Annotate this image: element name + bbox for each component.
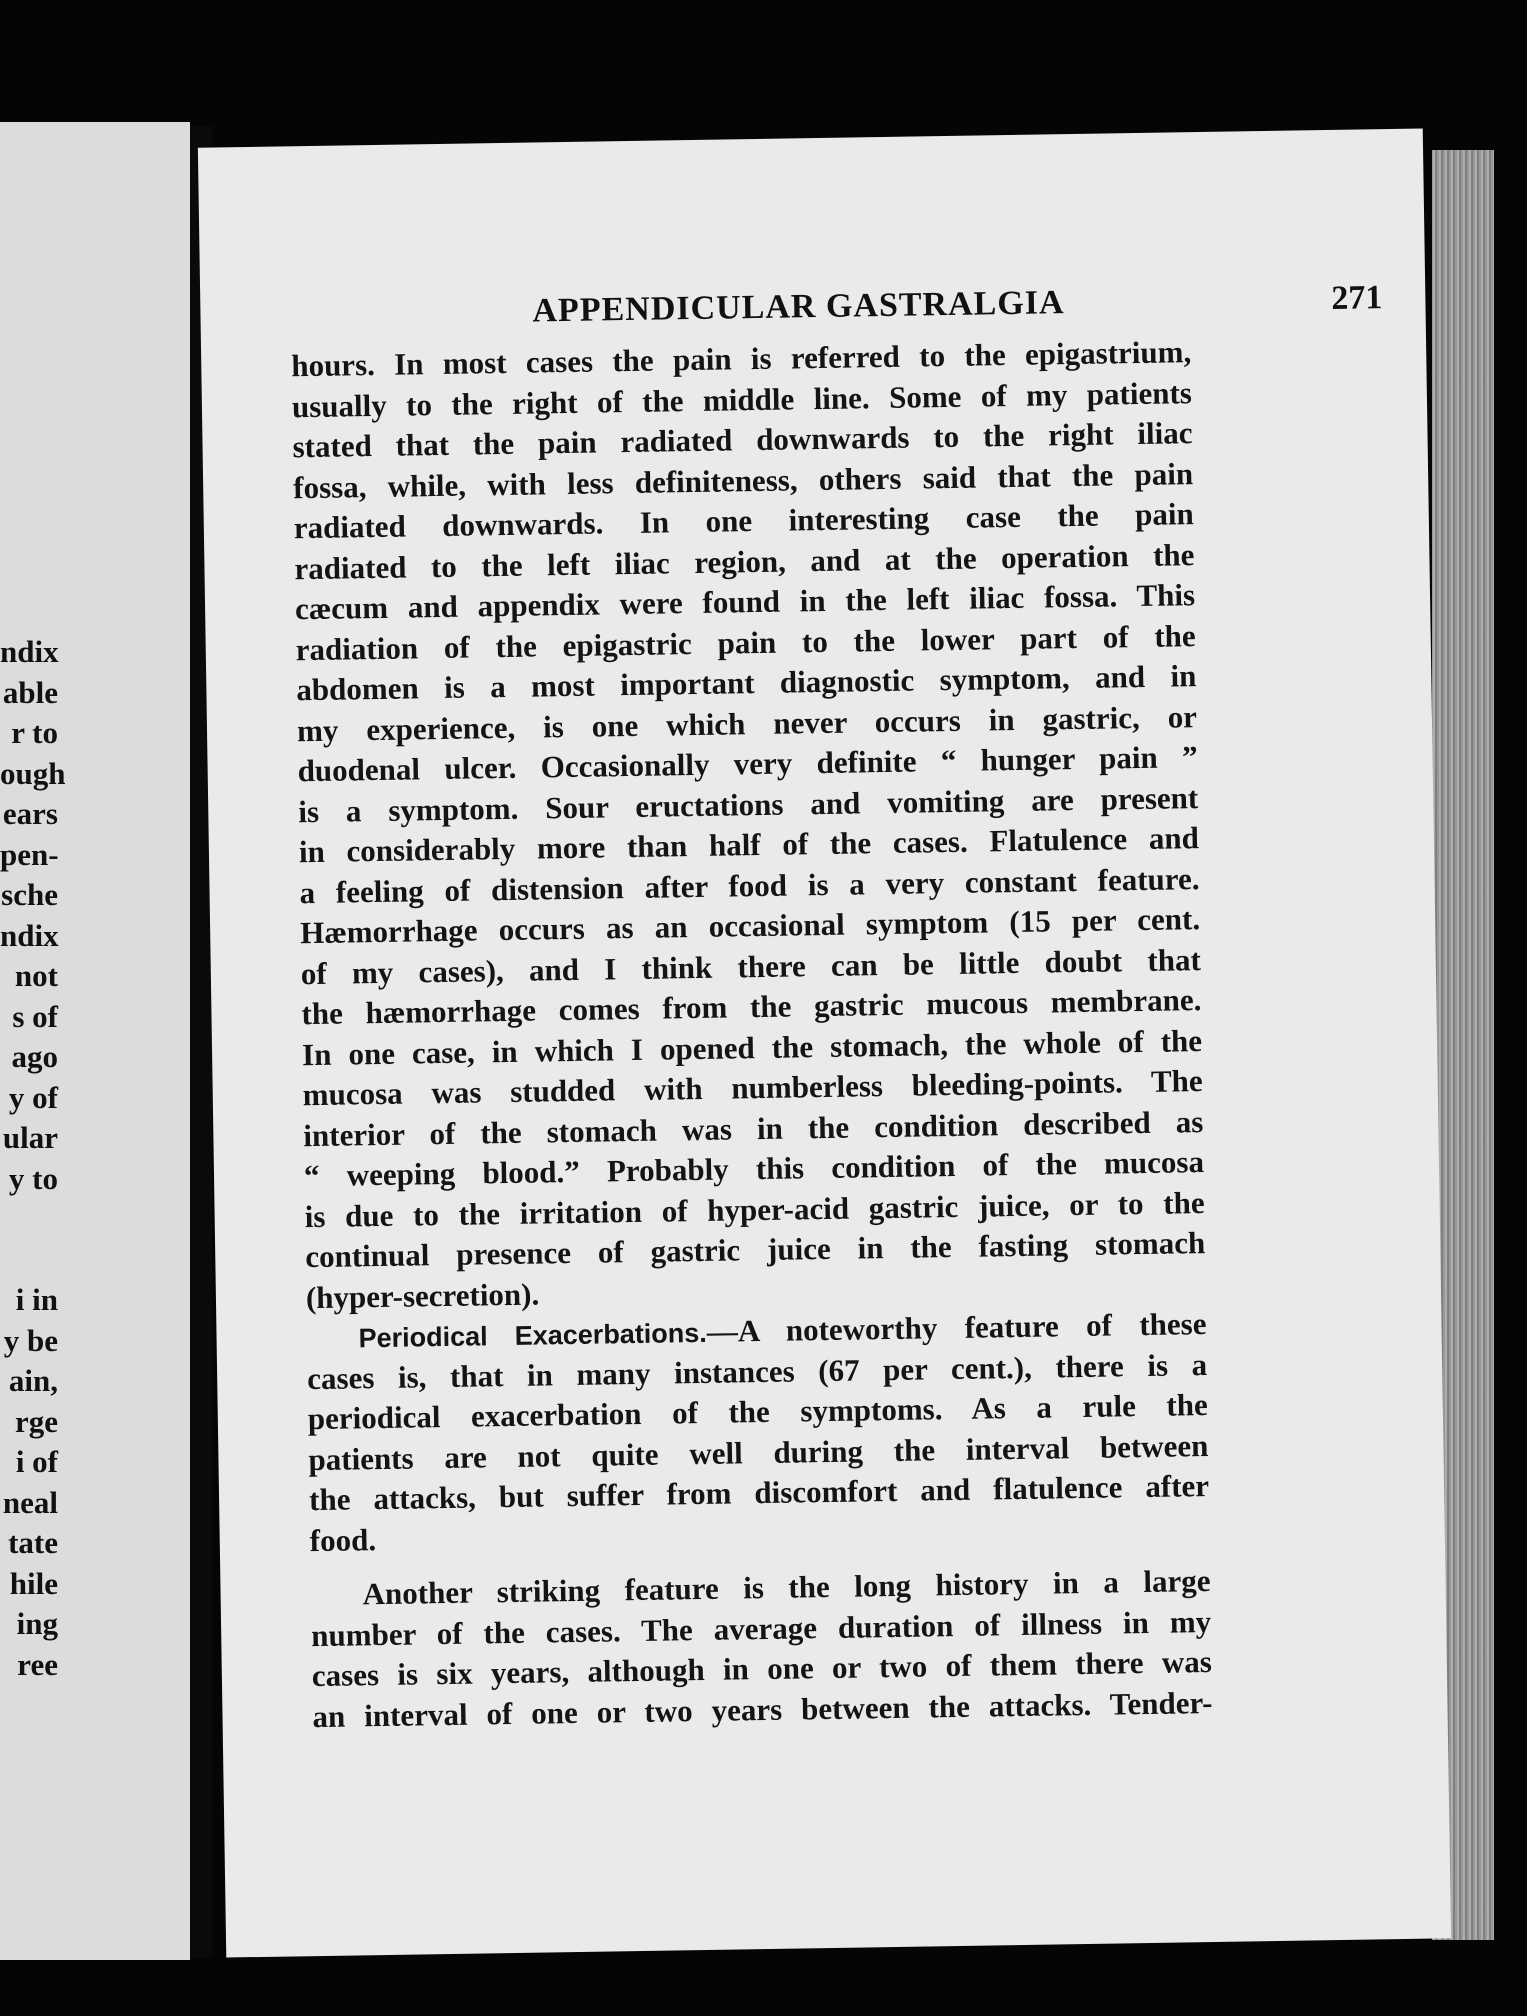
text-line: an interval of one or two years between the attacks. Tender- xyxy=(312,1684,1213,1734)
text-line: fossa, while, with less definiteness, others said that the pain xyxy=(292,455,1194,505)
text-line: continual presence of gastric juice in the fasting stomach xyxy=(305,1225,1206,1275)
paragraph-3 xyxy=(310,1561,1212,1737)
text-line: hours. In most cases the pain is referred to the epigastrium, xyxy=(291,334,1192,384)
body-text xyxy=(291,332,1213,1737)
text-line: usually to the right of the middle line. Some of my patients xyxy=(291,374,1193,424)
running-title: APPENDICULAR GASTRALGIA xyxy=(532,284,1065,330)
left-fragment: tate xyxy=(8,1525,58,1560)
left-fragment: ing xyxy=(16,1606,58,1641)
left-fragment: y of xyxy=(8,1079,58,1115)
text-line: interior of the stomach was in the condition described as xyxy=(303,1103,1204,1153)
left-fragment xyxy=(0,1199,58,1240)
page-number: 271 xyxy=(1331,279,1383,317)
text-line: stated that the pain radiated downwards to the right iliac xyxy=(292,415,1193,465)
text-line: cases is, that in many instances (67 per cent.), there is a xyxy=(306,1346,1208,1396)
heading-line-rest: —A noteworthy feature of these xyxy=(706,1306,1207,1349)
left-fragment: s of xyxy=(12,998,58,1034)
text-line: in considerably more than half of the cases. Flatulence and xyxy=(298,820,1200,870)
left-fragment xyxy=(0,1240,58,1281)
right-page xyxy=(198,128,1451,1957)
left-fragment: ndix xyxy=(0,634,59,669)
text-line: the hæmorrhage comes from the gastric mucous membrane. xyxy=(301,982,1202,1032)
page-header xyxy=(292,279,1383,346)
text-line: the attacks, but suffer from discomfort and flatulence after xyxy=(308,1468,1210,1518)
left-fragment: ree xyxy=(17,1646,58,1682)
text-line: In one case, in which I opened the stomach, the whole of the xyxy=(301,1022,1203,1072)
text-line: patients are not quite well during the interval between xyxy=(308,1427,1209,1477)
text-line: mucosa was studded with numberless bleeding-points. The xyxy=(302,1063,1203,1113)
left-fragment: r to xyxy=(11,715,58,750)
left-fragment: hile xyxy=(9,1565,58,1601)
text-line: Hæmorrhage occurs as an occasional symptom (15 per cent. xyxy=(299,901,1201,951)
text-line: my experience, is one which never occurs in gastric, or xyxy=(296,698,1198,748)
left-fragment: sche xyxy=(1,877,58,912)
text-line: cæcum and appendix were found in the left iliac fossa. This xyxy=(294,577,1196,627)
left-fragment: neal xyxy=(2,1484,58,1520)
text-line: radiation of the epigastric pain to the lower part of the xyxy=(295,617,1196,667)
text-line: periodical exacerbation of the symptoms. As a rule the xyxy=(307,1387,1209,1437)
text-line: Another striking feature is the long history in a large xyxy=(362,1563,1211,1612)
left-fragment: y to xyxy=(8,1160,58,1196)
left-fragment: i in xyxy=(15,1282,58,1317)
text-line: food. xyxy=(309,1521,377,1558)
text-line: of my cases), and I think there can be little doubt that xyxy=(300,941,1202,991)
text-line: radiated downwards. In one interesting case the pain xyxy=(293,496,1195,546)
left-fragment: ough xyxy=(0,755,66,791)
left-fragment: i of xyxy=(15,1444,58,1479)
left-page xyxy=(0,122,190,1960)
text-line: abdomen is a most important diagnostic symptom, and in xyxy=(296,658,1197,708)
left-fragment: y be xyxy=(3,1322,58,1358)
text-line: radiated to the left iliac region, and at the operation the xyxy=(294,536,1195,586)
text-line: is a symptom. Sour eructations and vomiting are present xyxy=(298,779,1199,829)
left-fragment: rge xyxy=(14,1403,58,1439)
text-line: (hyper-secretion). xyxy=(305,1276,540,1315)
text-line: “ weeping blood.” Probably this condition of the mucosa xyxy=(303,1144,1205,1194)
paragraph-1 xyxy=(291,332,1206,1318)
section-heading: Periodical Exacerbations. xyxy=(358,1317,708,1354)
text-line: a feeling of distension after food is a very constant feature. xyxy=(299,860,1200,910)
left-fragment: ago xyxy=(11,1039,58,1074)
left-fragment: ndix xyxy=(0,917,59,953)
left-fragment: ain, xyxy=(8,1363,58,1398)
text-line: duodenal ulcer. Occasionally very definite “ hunger pain ” xyxy=(297,739,1198,789)
left-fragment: not xyxy=(14,958,58,993)
left-fragment: able xyxy=(2,674,58,710)
text-line: is due to the irritation of hyper-acid gastric juice, or to the xyxy=(304,1184,1205,1234)
text-line: cases is six years, although in one or two of them there was xyxy=(311,1643,1213,1694)
paragraph-2 xyxy=(306,1304,1210,1561)
left-fragment: pen- xyxy=(0,836,59,872)
left-page-text-fragments xyxy=(0,632,66,1685)
text-line: number of the cases. The average duration of illness in my xyxy=(310,1603,1212,1653)
left-fragment: ears xyxy=(2,796,58,831)
left-fragment: ular xyxy=(2,1120,58,1155)
